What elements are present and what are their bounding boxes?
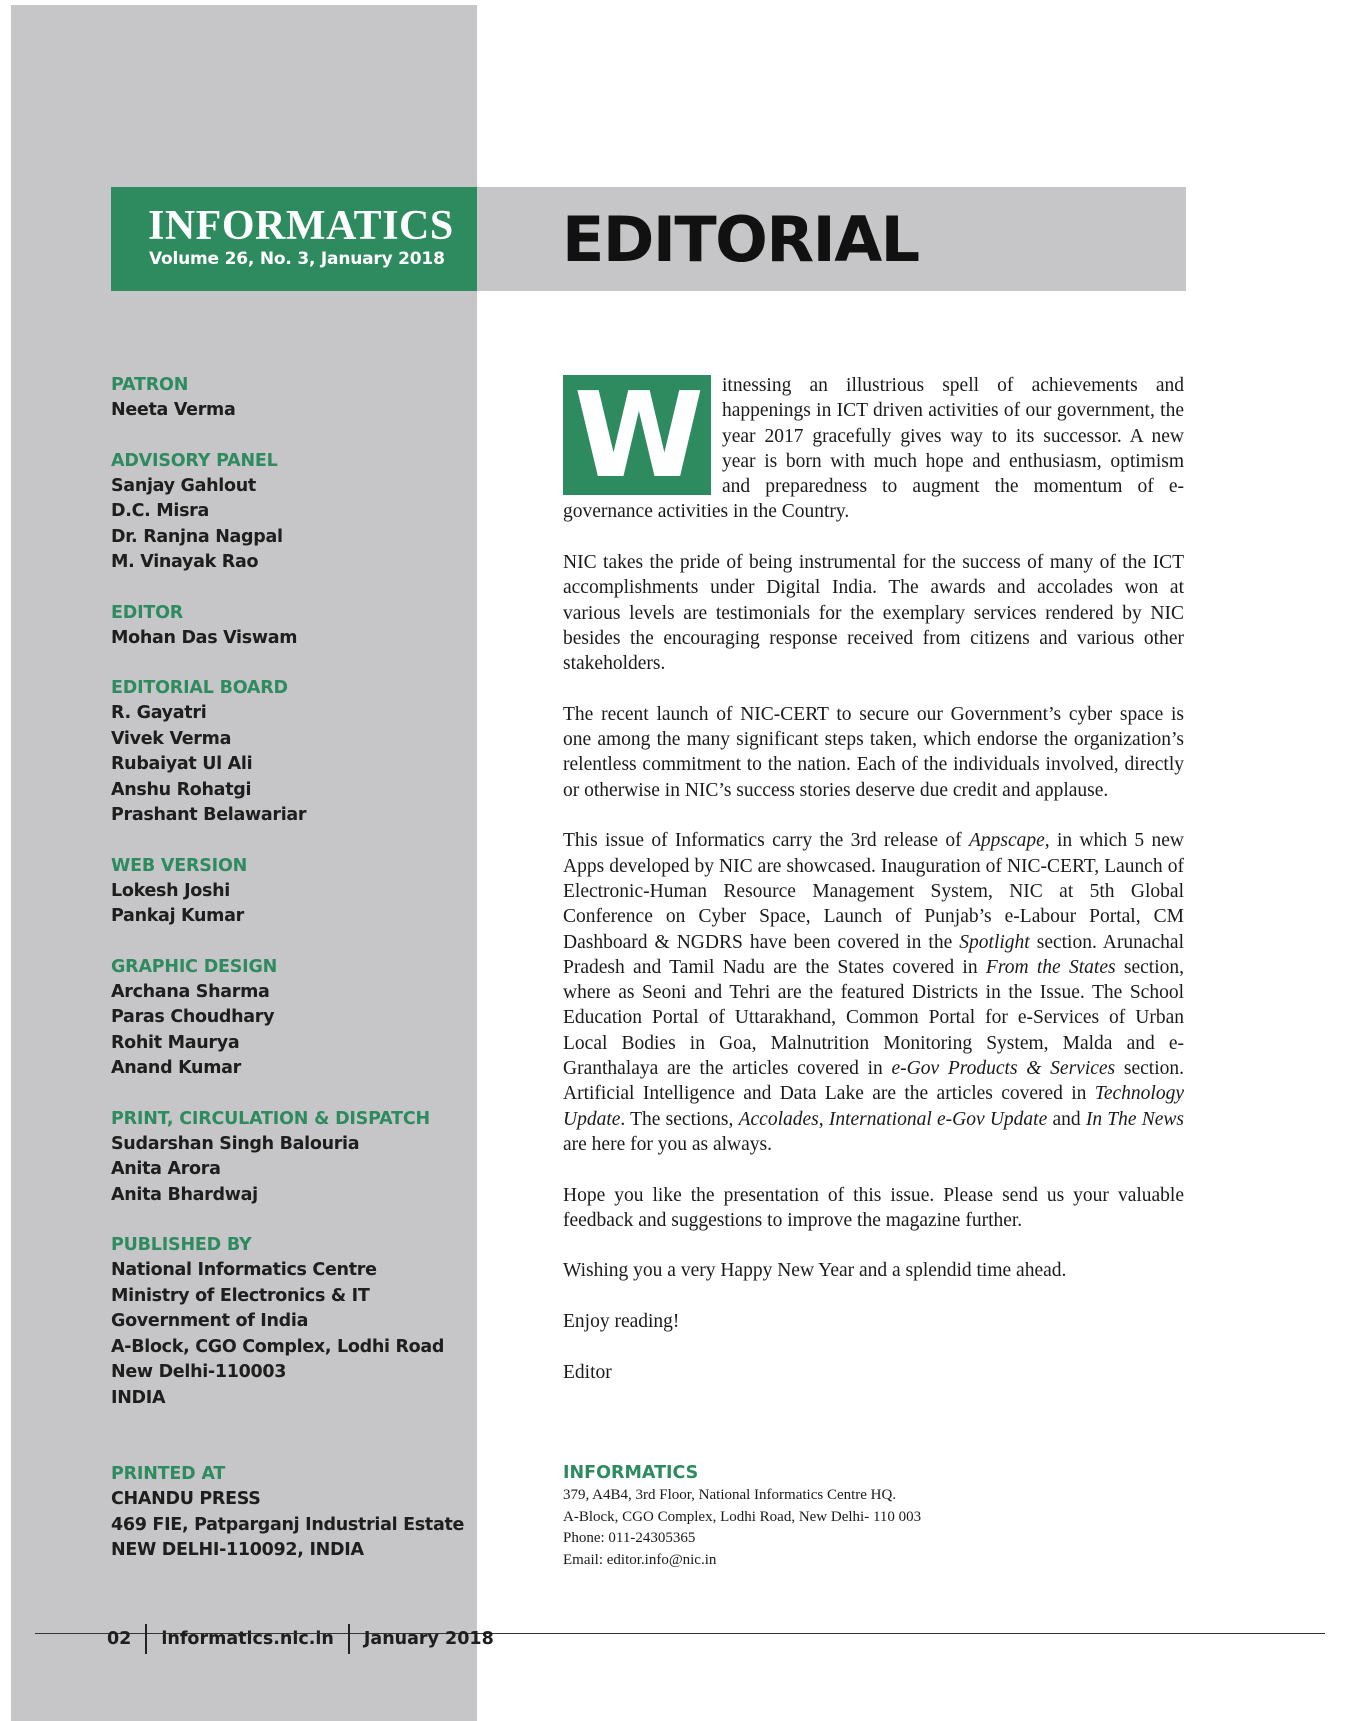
paragraph-text: section. Artificial Intelligence and Data Lake are the articles covered in — [563, 1058, 1184, 1105]
drop-cap: W — [563, 375, 711, 495]
credit-name: Sudarshan Singh Balouria — [111, 1133, 360, 1154]
credit-name: Paras Choudhary — [111, 1007, 275, 1027]
credit-name: Lokesh Joshi — [111, 880, 230, 901]
credit-name: New Delhi-110003 — [111, 1362, 287, 1382]
credit-heading: WEB VERSION — [111, 855, 248, 876]
credit-name: Ministry of Electronics & IT — [111, 1285, 370, 1306]
section-name: Appscape — [968, 830, 1045, 852]
section-name: Accolades — [738, 1108, 819, 1130]
section-name: From the States — [985, 956, 1116, 978]
credit-name: Archana Sharma — [111, 981, 270, 1002]
credit-name: Government of India — [111, 1311, 309, 1331]
paragraph-text: and — [1047, 1108, 1086, 1130]
credit-heading: EDITORIAL BOARD — [111, 678, 288, 698]
paragraph-text: , — [818, 1108, 829, 1130]
article-paragraph-2: NIC takes the pride of being instrumental for the success of many of the ICT accomplishments under Digital India. The awards and accolades won at various levels are testimonials for the exemplary services rendered by NIC besides the encouraging response received from citizens and various other stakeholders. — [563, 552, 1184, 675]
paragraph-text: itnessing an illustrious spell of achievements and happenings in ICT driven activities of our government, the year 2017 gracefully gives way to its successor. A new year is born with much hope and enthusiasm, optimism and preparedness to augment the momentum of e-governance activities in the Country. — [563, 375, 1184, 523]
paragraph-text: , in which 5 new Apps developed by NIC are showcased. Inauguration of NIC-CERT, Launch of Electronic-Human Resource Management System, NIC at 5th Global Conference on Cyber Space, Launch of Punjab’s e-Labour Portal, CM Dashboard & NGDRS have been covered in the — [563, 830, 1184, 953]
credits-list — [111, 373, 471, 1436]
contact-address-line: 379, A4B4, 3rd Floor, National Informatics Centre HQ. — [563, 1487, 897, 1503]
editor-signature: Editor — [563, 1361, 612, 1383]
masthead — [111, 187, 477, 291]
magazine-title: INFORMATICS — [148, 203, 454, 249]
footer-divider — [145, 1624, 147, 1654]
credit-name: Anshu Rohatgi — [111, 779, 252, 800]
credit-heading: PRINT, CIRCULATION & DISPATCH — [111, 1108, 430, 1129]
editorial-banner — [477, 187, 1186, 291]
credit-name: Rohit Maurya — [111, 1032, 240, 1053]
section-name: International e-Gov Update — [828, 1108, 1048, 1130]
article-paragraph-1 — [563, 366, 1184, 525]
credit-group — [111, 373, 471, 424]
credit-group — [111, 1233, 471, 1411]
credit-name: CHANDU PRESS — [111, 1489, 261, 1509]
issue-date: January 2018 — [363, 1629, 494, 1649]
credit-name: Anand Kumar — [111, 1058, 241, 1078]
credit-name: R. Gayatri — [111, 703, 207, 723]
paragraph-text: are here for you as always. — [563, 1133, 772, 1155]
credit-name: M. Vinayak Rao — [111, 552, 259, 572]
page-footer — [107, 1622, 494, 1656]
credit-name: NEW DELHI-110092, INDIA — [111, 1540, 364, 1560]
issue-info: Volume 26, No. 3, January 2018 — [149, 249, 445, 269]
site-url: informatics.nic.in — [161, 1629, 334, 1649]
page-number: 02 — [107, 1629, 132, 1649]
footer-divider — [348, 1624, 350, 1654]
article-paragraph-3: The recent launch of NIC-CERT to secure our Government’s cyber space is one among the many significant steps taken, which endorse the organization’s relentless commitment to the nation. Each of the individuals involved, directly or otherwise in NIC’s success stories deserve due credit and applause. — [563, 703, 1184, 801]
credit-name: INDIA — [111, 1387, 166, 1408]
credit-name: Vivek Verma — [111, 728, 232, 749]
credit-group — [111, 449, 471, 576]
paragraph-text: section. Arunachal Pradesh and Tamil Nadu are the States covered in — [563, 931, 1184, 978]
section-name: In The News — [1085, 1108, 1185, 1130]
paragraph-text: . The sections, — [620, 1108, 739, 1130]
credit-heading: PATRON — [111, 375, 189, 395]
page-title: EDITORIAL — [562, 203, 919, 276]
credit-heading: GRAPHIC DESIGN — [111, 956, 278, 977]
credit-group — [111, 854, 471, 930]
credit-name: Anita Arora — [111, 1159, 221, 1179]
credit-name: Mohan Das Viswam — [111, 627, 298, 648]
credit-heading: PUBLISHED BY — [111, 1235, 252, 1255]
credit-name: Neeta Verma — [111, 400, 236, 420]
contact-address-line: A-Block, CGO Complex, Lodhi Road, New Delhi- 110 003 — [563, 1508, 922, 1525]
contact-phone: Phone: 011-24305365 — [563, 1530, 696, 1546]
credit-name: Anita Bhardwaj — [111, 1184, 258, 1205]
contact-brand: INFORMATICS — [563, 1463, 699, 1483]
article-paragraph-5: Hope you like the presentation of this issue. Please send us your valuable feedback and suggestions to improve the magazine further. — [563, 1184, 1184, 1231]
credit-heading: ADVISORY PANEL — [111, 450, 278, 471]
credit-name: National Informatics Centre — [111, 1260, 377, 1280]
credit-heading: EDITOR — [111, 602, 184, 623]
credit-group — [111, 676, 471, 829]
article-paragraph-4 — [563, 828, 1184, 1157]
credit-group — [111, 601, 471, 652]
paragraph-text: This issue of Informatics carry the 3rd release of — [563, 830, 969, 852]
section-name: Technology Update — [563, 1083, 1184, 1130]
credit-name: A-Block, CGO Complex, Lodhi Road — [111, 1336, 445, 1357]
article-paragraph-6: Wishing you a very Happy New Year and a splendid time ahead. — [563, 1260, 1067, 1282]
credit-name: Rubaiyat Ul Ali — [111, 754, 253, 774]
section-name: Spotlight — [959, 931, 1030, 953]
contact-block — [563, 1461, 1163, 1571]
printed-at-block — [111, 1462, 464, 1564]
editorial-article — [563, 366, 1185, 1410]
article-paragraph-7: Enjoy reading! — [563, 1310, 680, 1332]
credit-name: Prashant Belawariar — [111, 805, 307, 825]
credit-group — [111, 1107, 471, 1209]
credit-group — [111, 955, 471, 1082]
credit-heading: PRINTED AT — [111, 1464, 226, 1484]
section-name: e-Gov Products & Services — [891, 1058, 1116, 1080]
credit-name: D.C. Misra — [111, 501, 210, 521]
credit-name: Pankaj Kumar — [111, 906, 244, 926]
credit-name: 469 FIE, Patparganj Industrial Estate — [111, 1514, 465, 1535]
credit-name: Dr. Ranjna Nagpal — [111, 526, 283, 547]
paragraph-text: section, where as Seoni and Tehri are the featured Districts in the Issue. The School Education Portal of Uttarakhand, Common Portal for e-Services of Urban Local Bodies in Goa, Malnutrition Monitoring System, Malda and e-Granthalaya are the articles covered in — [563, 956, 1185, 1080]
credit-name: Sanjay Gahlout — [111, 475, 256, 496]
contact-email: Email: editor.info@nic.in — [563, 1551, 717, 1568]
